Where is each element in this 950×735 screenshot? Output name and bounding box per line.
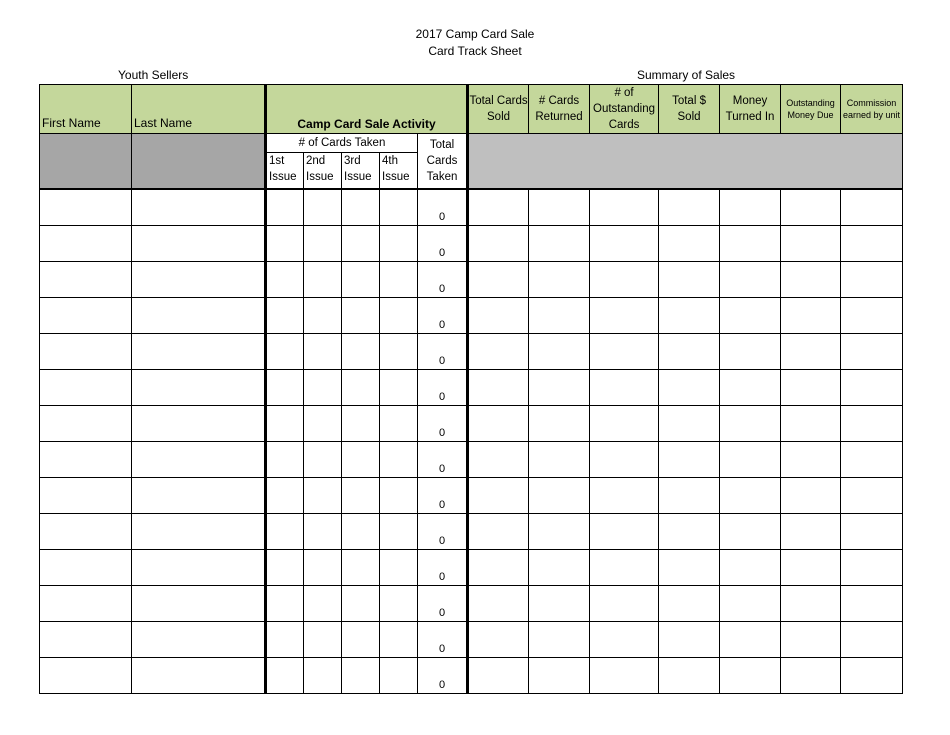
cell-issue-4[interactable] [380, 369, 418, 405]
table-row [40, 441, 903, 477]
cell-issue-4[interactable] [380, 657, 418, 693]
cell-money-turned-in[interactable] [720, 369, 781, 405]
cell-money-turned-in[interactable] [720, 441, 781, 477]
cell-issue-3[interactable] [342, 189, 380, 226]
cell-first-name[interactable] [40, 477, 132, 513]
header-cards-taken: # of Cards Taken [266, 134, 418, 153]
cell-total-dollar-sold[interactable] [659, 441, 720, 477]
cell-total-cards-sold[interactable] [468, 657, 529, 693]
cell-commission-earned[interactable] [841, 333, 903, 369]
cell-issue-2[interactable] [304, 657, 342, 693]
cell-last-name[interactable] [132, 333, 266, 369]
cell-commission-earned[interactable] [841, 549, 903, 585]
sheet-title: 2017 Camp Card Sale [415, 27, 535, 41]
cell-issue-4[interactable] [380, 621, 418, 657]
cell-issue-1[interactable] [266, 333, 304, 369]
cell-cards-returned[interactable] [529, 225, 590, 261]
cell-last-name[interactable] [132, 549, 266, 585]
cell-first-name[interactable] [40, 513, 132, 549]
cell-last-name[interactable] [132, 657, 266, 693]
cell-commission-earned[interactable] [841, 369, 903, 405]
cell-commission-earned[interactable] [841, 225, 903, 261]
cell-issue-3[interactable] [342, 441, 380, 477]
cell-issue-1[interactable] [266, 549, 304, 585]
cell-issue-2[interactable] [304, 369, 342, 405]
table-row [40, 477, 903, 513]
cell-issue-2[interactable] [304, 261, 342, 297]
header-issue-1: 1st Issue [266, 153, 304, 189]
cell-issue-2[interactable] [304, 621, 342, 657]
cell-issue-4[interactable] [380, 405, 418, 441]
cell-outstanding-money-due[interactable] [781, 477, 841, 513]
cell-total-cards-sold[interactable] [468, 441, 529, 477]
cell-total-cards-sold[interactable] [468, 261, 529, 297]
cell-money-turned-in[interactable] [720, 297, 781, 333]
cell-issue-2[interactable] [304, 549, 342, 585]
cell-outstanding-money-due[interactable] [781, 189, 841, 226]
cell-outstanding-cards[interactable] [590, 405, 659, 441]
cell-outstanding-cards[interactable] [590, 189, 659, 226]
cell-money-turned-in[interactable] [720, 333, 781, 369]
cell-issue-3[interactable] [342, 477, 380, 513]
cell-money-turned-in[interactable] [720, 189, 781, 226]
cell-issue-1[interactable] [266, 477, 304, 513]
cell-total-dollar-sold[interactable] [659, 333, 720, 369]
cell-total-dollar-sold[interactable] [659, 585, 720, 621]
cell-total-dollar-sold[interactable] [659, 297, 720, 333]
table-row [40, 189, 903, 226]
cell-outstanding-money-due[interactable] [781, 657, 841, 693]
cell-cards-returned[interactable] [529, 441, 590, 477]
cell-outstanding-cards[interactable] [590, 513, 659, 549]
cell-total-cards-sold[interactable] [468, 369, 529, 405]
cell-outstanding-cards[interactable] [590, 333, 659, 369]
cell-total-cards-taken[interactable]: 0 [418, 369, 468, 405]
table-row [40, 297, 903, 333]
cell-last-name[interactable] [132, 621, 266, 657]
cell-money-turned-in[interactable] [720, 549, 781, 585]
cell-first-name[interactable] [40, 621, 132, 657]
table-row [40, 261, 903, 297]
cell-commission-earned[interactable] [841, 189, 903, 226]
cell-issue-4[interactable] [380, 297, 418, 333]
cell-total-cards-sold[interactable] [468, 225, 529, 261]
cell-total-dollar-sold[interactable] [659, 477, 720, 513]
cell-outstanding-cards[interactable] [590, 585, 659, 621]
cell-issue-3[interactable] [342, 657, 380, 693]
cell-last-name[interactable] [132, 441, 266, 477]
cell-first-name[interactable] [40, 369, 132, 405]
cell-cards-returned[interactable] [529, 333, 590, 369]
cell-cards-returned[interactable] [529, 513, 590, 549]
cell-issue-2[interactable] [304, 585, 342, 621]
cell-issue-3[interactable] [342, 261, 380, 297]
cell-cards-returned[interactable] [529, 657, 590, 693]
first-name-shaded-cell [40, 134, 132, 189]
table-row [40, 405, 903, 441]
cell-issue-4[interactable] [380, 225, 418, 261]
cell-issue-4[interactable] [380, 477, 418, 513]
cell-cards-returned[interactable] [529, 549, 590, 585]
cell-last-name[interactable] [132, 225, 266, 261]
cell-total-dollar-sold[interactable] [659, 369, 720, 405]
cell-outstanding-cards[interactable] [590, 621, 659, 657]
cell-issue-2[interactable] [304, 297, 342, 333]
header-outstanding-cards: # of Outstanding Cards [590, 85, 659, 134]
cell-issue-2[interactable] [304, 477, 342, 513]
cell-outstanding-cards[interactable] [590, 657, 659, 693]
cell-issue-1[interactable] [266, 369, 304, 405]
cell-outstanding-cards[interactable] [590, 225, 659, 261]
cell-issue-2[interactable] [304, 405, 342, 441]
cell-total-cards-sold[interactable] [468, 189, 529, 226]
cell-total-dollar-sold[interactable] [659, 261, 720, 297]
header-first-name: First Name [40, 85, 132, 134]
cell-issue-2[interactable] [304, 189, 342, 226]
cell-issue-3[interactable] [342, 513, 380, 549]
cell-first-name[interactable] [40, 189, 132, 226]
cell-commission-earned[interactable] [841, 513, 903, 549]
cell-first-name[interactable] [40, 585, 132, 621]
cell-total-cards-taken[interactable]: 0 [418, 225, 468, 261]
cell-issue-1[interactable] [266, 261, 304, 297]
table-row [40, 549, 903, 585]
cell-outstanding-money-due[interactable] [781, 549, 841, 585]
cell-outstanding-cards[interactable] [590, 261, 659, 297]
cell-outstanding-money-due[interactable] [781, 513, 841, 549]
cell-total-cards-taken[interactable]: 0 [418, 441, 468, 477]
cell-last-name[interactable] [132, 261, 266, 297]
section-youth-sellers: Youth Sellers [118, 68, 189, 82]
cell-commission-earned[interactable] [841, 585, 903, 621]
cell-money-turned-in[interactable] [720, 405, 781, 441]
cell-commission-earned[interactable] [841, 405, 903, 441]
cell-cards-returned[interactable] [529, 297, 590, 333]
cell-issue-2[interactable] [304, 441, 342, 477]
cell-issue-4[interactable] [380, 189, 418, 226]
cell-issue-2[interactable] [304, 333, 342, 369]
cell-issue-3[interactable] [342, 549, 380, 585]
cell-issue-3[interactable] [342, 585, 380, 621]
cell-total-cards-taken[interactable]: 0 [418, 657, 468, 693]
header-camp-card-sale-activity: Camp Card Sale Activity [266, 85, 468, 134]
header-total-cards-taken: Total Cards Taken [418, 134, 468, 189]
cell-outstanding-money-due[interactable] [781, 297, 841, 333]
cell-money-turned-in[interactable] [720, 657, 781, 693]
cell-last-name[interactable] [132, 585, 266, 621]
sheet-subtitle: Card Track Sheet [428, 44, 522, 58]
cell-issue-4[interactable] [380, 585, 418, 621]
header-commission-earned: Commission earned by unit [841, 85, 903, 134]
cell-total-cards-taken[interactable]: 0 [418, 297, 468, 333]
cell-last-name[interactable] [132, 477, 266, 513]
cell-total-dollar-sold[interactable] [659, 225, 720, 261]
table-row [40, 369, 903, 405]
cell-total-dollar-sold[interactable] [659, 513, 720, 549]
header-total-dollar-sold: Total $ Sold [659, 85, 720, 134]
cell-commission-earned[interactable] [841, 621, 903, 657]
cell-cards-returned[interactable] [529, 585, 590, 621]
cell-first-name[interactable] [40, 225, 132, 261]
cell-issue-3[interactable] [342, 405, 380, 441]
table-row [40, 333, 903, 369]
cell-cards-returned[interactable] [529, 261, 590, 297]
cell-total-cards-sold[interactable] [468, 621, 529, 657]
table-row [40, 657, 903, 693]
header-last-name: Last Name [132, 85, 266, 134]
table-row [40, 513, 903, 549]
cell-issue-1[interactable] [266, 405, 304, 441]
header-money-turned-in: Money Turned In [720, 85, 781, 134]
cell-total-dollar-sold[interactable] [659, 621, 720, 657]
cell-outstanding-cards[interactable] [590, 297, 659, 333]
cell-total-cards-taken[interactable]: 0 [418, 405, 468, 441]
cell-total-dollar-sold[interactable] [659, 189, 720, 226]
cell-total-cards-taken[interactable]: 0 [418, 513, 468, 549]
table-row [40, 225, 903, 261]
header-issue-2: 2nd Issue [304, 153, 342, 189]
cell-issue-1[interactable] [266, 657, 304, 693]
cell-issue-1[interactable] [266, 513, 304, 549]
cell-first-name[interactable] [40, 549, 132, 585]
cell-issue-1[interactable] [266, 297, 304, 333]
cell-outstanding-money-due[interactable] [781, 405, 841, 441]
cell-issue-3[interactable] [342, 225, 380, 261]
cell-issue-4[interactable] [380, 333, 418, 369]
cell-total-dollar-sold[interactable] [659, 549, 720, 585]
cell-outstanding-cards[interactable] [590, 369, 659, 405]
cell-last-name[interactable] [132, 405, 266, 441]
cell-money-turned-in[interactable] [720, 225, 781, 261]
header-issue-4: 4th Issue [380, 153, 418, 189]
cell-first-name[interactable] [40, 297, 132, 333]
cell-issue-1[interactable] [266, 621, 304, 657]
cell-commission-earned[interactable] [841, 477, 903, 513]
cell-outstanding-cards[interactable] [590, 441, 659, 477]
cell-commission-earned[interactable] [841, 441, 903, 477]
cell-cards-returned[interactable] [529, 189, 590, 226]
cell-total-cards-sold[interactable] [468, 405, 529, 441]
cell-commission-earned[interactable] [841, 261, 903, 297]
cell-outstanding-money-due[interactable] [781, 369, 841, 405]
cell-money-turned-in[interactable] [720, 477, 781, 513]
cell-last-name[interactable] [132, 369, 266, 405]
section-summary-of-sales: Summary of Sales [637, 68, 736, 82]
table-row [40, 585, 903, 621]
cell-issue-1[interactable] [266, 189, 304, 226]
cell-total-cards-taken[interactable]: 0 [418, 585, 468, 621]
cell-total-cards-sold[interactable] [468, 513, 529, 549]
cell-outstanding-cards[interactable] [590, 477, 659, 513]
cell-commission-earned[interactable] [841, 657, 903, 693]
cell-last-name[interactable] [132, 297, 266, 333]
cell-total-cards-taken[interactable]: 0 [418, 477, 468, 513]
cell-issue-1[interactable] [266, 441, 304, 477]
cell-money-turned-in[interactable] [720, 261, 781, 297]
cell-total-dollar-sold[interactable] [659, 657, 720, 693]
cell-outstanding-money-due[interactable] [781, 621, 841, 657]
cell-issue-4[interactable] [380, 513, 418, 549]
header-total-cards-sold: Total Cards Sold [468, 85, 529, 134]
cell-cards-returned[interactable] [529, 477, 590, 513]
cell-outstanding-money-due[interactable] [781, 225, 841, 261]
cell-total-cards-sold[interactable] [468, 585, 529, 621]
cell-issue-4[interactable] [380, 261, 418, 297]
cell-issue-4[interactable] [380, 441, 418, 477]
header-outstanding-money-due: Outstanding Money Due [781, 85, 841, 134]
cell-total-dollar-sold[interactable] [659, 405, 720, 441]
cell-issue-3[interactable] [342, 333, 380, 369]
cell-issue-2[interactable] [304, 513, 342, 549]
cell-total-cards-sold[interactable] [468, 333, 529, 369]
cell-issue-3[interactable] [342, 369, 380, 405]
cell-issue-2[interactable] [304, 225, 342, 261]
summary-shaded-band [468, 134, 903, 189]
cell-outstanding-cards[interactable] [590, 549, 659, 585]
cell-first-name[interactable] [40, 405, 132, 441]
cell-total-cards-sold[interactable] [468, 297, 529, 333]
cell-first-name[interactable] [40, 441, 132, 477]
cell-total-cards-sold[interactable] [468, 549, 529, 585]
cell-first-name[interactable] [40, 657, 132, 693]
cell-issue-3[interactable] [342, 297, 380, 333]
cell-last-name[interactable] [132, 189, 266, 226]
cell-outstanding-money-due[interactable] [781, 441, 841, 477]
cell-total-cards-taken[interactable]: 0 [418, 333, 468, 369]
cell-outstanding-money-due[interactable] [781, 585, 841, 621]
cell-money-turned-in[interactable] [720, 585, 781, 621]
cell-issue-3[interactable] [342, 621, 380, 657]
card-track-table [39, 84, 903, 694]
cell-commission-earned[interactable] [841, 297, 903, 333]
cell-total-cards-sold[interactable] [468, 477, 529, 513]
cell-money-turned-in[interactable] [720, 513, 781, 549]
cell-total-cards-taken[interactable]: 0 [418, 261, 468, 297]
cell-cards-returned[interactable] [529, 405, 590, 441]
cell-cards-returned[interactable] [529, 621, 590, 657]
cell-last-name[interactable] [132, 513, 266, 549]
cell-outstanding-money-due[interactable] [781, 333, 841, 369]
cell-total-cards-taken[interactable]: 0 [418, 189, 468, 226]
cell-first-name[interactable] [40, 261, 132, 297]
header-issue-3: 3rd Issue [342, 153, 380, 189]
table-row [40, 621, 903, 657]
cell-issue-4[interactable] [380, 549, 418, 585]
cell-issue-1[interactable] [266, 225, 304, 261]
cell-issue-1[interactable] [266, 585, 304, 621]
header-cards-returned: # Cards Returned [529, 85, 590, 134]
cell-cards-returned[interactable] [529, 369, 590, 405]
cell-first-name[interactable] [40, 333, 132, 369]
cell-outstanding-money-due[interactable] [781, 261, 841, 297]
last-name-shaded-cell [132, 134, 266, 189]
cell-money-turned-in[interactable] [720, 621, 781, 657]
cell-total-cards-taken[interactable]: 0 [418, 549, 468, 585]
cell-total-cards-taken[interactable]: 0 [418, 621, 468, 657]
